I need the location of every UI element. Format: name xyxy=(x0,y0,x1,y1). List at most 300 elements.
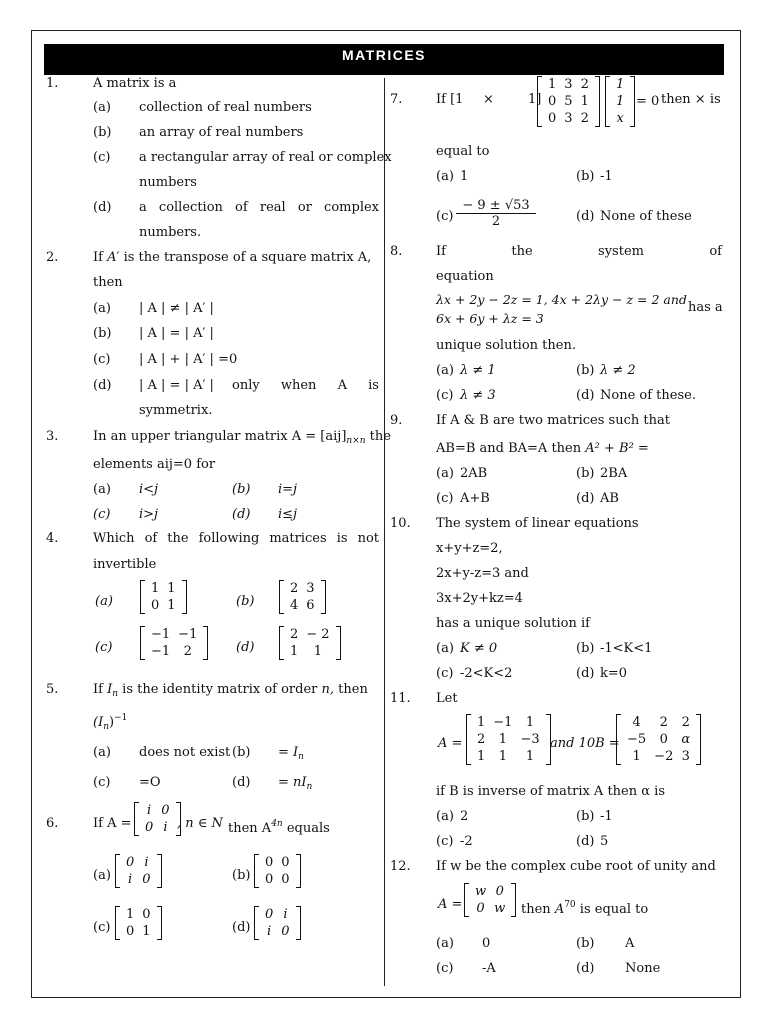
option-label: (a) xyxy=(95,594,113,609)
matrix-cell: 0 xyxy=(548,94,557,109)
question-number: 4. xyxy=(46,531,59,546)
option-text: 2AB xyxy=(460,466,488,481)
matrix-bracket-left xyxy=(537,76,542,127)
option-text: 2 xyxy=(460,809,469,824)
option-text: 2BA xyxy=(600,466,628,481)
matrix-cell: 0 xyxy=(281,924,290,939)
matrix-body xyxy=(141,802,174,836)
matrix xyxy=(616,714,701,765)
option-text: 1 xyxy=(460,169,469,184)
option-label: (b) xyxy=(576,809,595,824)
matrix-row xyxy=(612,76,628,93)
matrix-bracket-right xyxy=(336,626,341,660)
matrix-cell: 1 xyxy=(167,598,176,613)
question-stem: , n ∈ N xyxy=(177,816,223,831)
matrix-cell: 0 xyxy=(495,884,504,899)
option-label: (d) xyxy=(236,640,255,655)
option-label: (b) xyxy=(576,466,595,481)
matrix-cell: 1 xyxy=(142,924,151,939)
matrix-row xyxy=(623,748,694,765)
matrix-row xyxy=(141,819,174,836)
matrix-cell: 0 xyxy=(659,732,668,747)
matrix-cell: 2 xyxy=(290,627,299,642)
option-label: (b) xyxy=(232,868,251,883)
page-border xyxy=(31,30,741,998)
option-label: (b) xyxy=(576,641,595,656)
option-text: does not exist xyxy=(139,745,231,760)
option-text: λ ≠ 1 xyxy=(460,363,496,378)
option-label: (d) xyxy=(576,961,595,976)
option-label: (c) xyxy=(95,640,113,655)
question-stem: If $I_n$ is the identity matrix of order n, then xyxy=(93,682,368,699)
matrix xyxy=(254,906,301,940)
option-label: (a) xyxy=(93,868,111,883)
matrix xyxy=(464,883,516,917)
matrix-body xyxy=(473,714,544,765)
matrix-bracket-right xyxy=(296,854,301,888)
fraction: $\frac{- 9 \pm √53}{2}$ xyxy=(456,198,536,229)
matrix-cell: 6 xyxy=(306,598,315,613)
option-label: (b) xyxy=(576,169,595,184)
option-text: i>j xyxy=(139,507,159,522)
matrix-row xyxy=(473,731,544,748)
matrix-cell: 2 xyxy=(290,581,299,596)
matrix-cell: w xyxy=(494,901,506,916)
question-number: 1. xyxy=(46,76,59,91)
question-stem: if B is inverse of matrix A then α is xyxy=(436,784,665,799)
question-number: 9. xyxy=(390,413,403,428)
matrix-bracket-left xyxy=(279,580,284,614)
matrix-cell: 1 xyxy=(477,749,486,764)
matrix-bracket-left xyxy=(464,883,469,917)
option-text: an array of real numbers xyxy=(139,125,304,140)
option-text: -1 xyxy=(600,809,613,824)
question-stem: $(I_n)^{-1}$ xyxy=(93,713,128,732)
matrix-cell: 2 xyxy=(183,644,192,659)
option-text: only when A is xyxy=(232,378,379,393)
question-stem: If the system of xyxy=(436,244,722,259)
matrix-cell: 2 xyxy=(659,715,668,730)
matrix-row xyxy=(261,923,294,940)
matrix-cell: 0 xyxy=(126,855,135,870)
matrix-row xyxy=(122,871,155,888)
matrix-bracket-left xyxy=(115,854,120,888)
question-stem: A matrix is a xyxy=(93,76,177,91)
question-stem: invertible xyxy=(93,557,157,572)
question-stem: × xyxy=(483,92,494,107)
option-text: λ ≠ 2 xyxy=(600,363,636,378)
matrix-bracket-right xyxy=(511,883,516,917)
matrix-cell: α xyxy=(681,732,691,747)
question-stem: The system of linear equations xyxy=(436,516,639,531)
question-stem: If A & B are two matrices such that xyxy=(436,413,670,428)
option-label: (a) xyxy=(436,809,454,824)
option-label: (c) xyxy=(436,388,454,403)
matrix-row xyxy=(122,906,155,923)
matrix-cell: i xyxy=(163,820,168,835)
option-label: (d) xyxy=(576,666,595,681)
matrix-body xyxy=(286,580,319,614)
option-label: (c) xyxy=(436,491,454,506)
option-text: a rectangular array of real or complex xyxy=(139,150,392,165)
matrix-row xyxy=(471,883,509,900)
option-label: (d) xyxy=(93,200,112,215)
matrix-row xyxy=(261,871,294,888)
equation: 3x+2y+kz=4 xyxy=(436,591,523,606)
matrix xyxy=(254,854,301,888)
option-text: -A xyxy=(482,961,496,976)
option-text: | A | + | A′ | =0 xyxy=(139,352,238,367)
matrix-cell: i xyxy=(144,855,149,870)
option-label: (b) xyxy=(93,125,112,140)
matrix-bracket-left xyxy=(134,802,139,836)
matrix-cell: 3 xyxy=(564,111,573,126)
option-label: (c) xyxy=(93,920,111,935)
option-text: -1<K<1 xyxy=(600,641,653,656)
option-label: (b) xyxy=(232,745,251,760)
matrix-body xyxy=(147,626,201,660)
matrix-cell: 1 xyxy=(548,77,557,92)
matrix-cell: −2 xyxy=(654,749,674,764)
matrix-row xyxy=(141,802,174,819)
question-stem: has a xyxy=(688,300,723,315)
equation: 6x + 6y + λz = 3 xyxy=(436,311,544,326)
matrix-bracket-left xyxy=(254,906,259,940)
question-stem: In an upper triangular matrix $A = [aij]_{n\times n}$ the xyxy=(93,429,391,446)
matrix-cell: 0 xyxy=(476,901,485,916)
matrix-row xyxy=(471,900,509,917)
question-stem: Let xyxy=(436,691,458,706)
matrix-row xyxy=(544,110,593,127)
matrix-bracket-right xyxy=(321,580,326,614)
option-label: (d) xyxy=(576,388,595,403)
matrix-row xyxy=(544,76,593,93)
question-stem: 1] xyxy=(528,92,542,107)
matrix-row xyxy=(473,714,544,731)
option-label: (c) xyxy=(93,775,111,790)
matrix-cell: 3 xyxy=(306,581,315,596)
option-text: | A | = | A′ | xyxy=(139,378,214,393)
question-stem: Which of the following matrices is not xyxy=(93,531,379,546)
option-label: (c) xyxy=(93,150,111,165)
option-text: a collection of real or complex xyxy=(139,200,379,215)
question-stem: then xyxy=(93,275,123,290)
matrix-cell: 1 xyxy=(580,94,589,109)
option-label: (c) xyxy=(93,352,111,367)
option-label: (c) xyxy=(93,507,111,522)
matrix-cell: i xyxy=(128,872,133,887)
option-text: =O xyxy=(139,775,161,790)
matrix-body xyxy=(544,76,593,127)
matrix-cell: −1 xyxy=(151,644,171,659)
question-stem: and 10B = xyxy=(550,736,620,751)
matrix-cell: 1 xyxy=(616,94,625,109)
matrix-bracket-left xyxy=(140,580,145,614)
option-text: symmetrix. xyxy=(139,403,213,418)
column-divider xyxy=(384,78,385,986)
matrix-cell: 1 xyxy=(498,749,507,764)
matrix xyxy=(115,854,162,888)
matrix-cell: 1 xyxy=(126,907,135,922)
matrix-bracket-right xyxy=(696,714,701,765)
matrix-row xyxy=(286,643,334,660)
question-stem: If A = xyxy=(93,816,132,831)
matrix-cell: −1 xyxy=(493,715,513,730)
matrix-cell: 1 xyxy=(498,732,507,747)
matrix xyxy=(279,580,326,614)
matrix-cell: 1 xyxy=(167,581,176,596)
question-stem: = 0 xyxy=(636,94,660,109)
matrix-cell: 0 xyxy=(145,820,154,835)
matrix-row xyxy=(147,597,180,614)
option-label: (b) xyxy=(576,363,595,378)
matrix-cell: 0 xyxy=(265,872,274,887)
question-stem: elements aij=0 for xyxy=(93,457,216,472)
option-label: (d) xyxy=(576,834,595,849)
option-text: numbers xyxy=(139,175,197,190)
matrix-row xyxy=(122,923,155,940)
option-label: (a) xyxy=(436,466,454,481)
matrix-row xyxy=(286,597,319,614)
option-label: (d) xyxy=(232,920,251,935)
matrix-cell: − 2 xyxy=(306,627,330,642)
matrix-bracket-right xyxy=(296,906,301,940)
matrix-cell: 4 xyxy=(290,598,299,613)
question-number: 8. xyxy=(390,244,403,259)
matrix-cell: 0 xyxy=(265,855,274,870)
matrix-cell: −1 xyxy=(178,627,198,642)
option-text: | A | = | A′ | xyxy=(139,326,214,341)
option-label: (a) xyxy=(93,745,111,760)
question-stem: then $A^{4n}$ equals xyxy=(228,819,330,836)
question-number: 3. xyxy=(46,429,59,444)
matrix-cell: 0 xyxy=(548,111,557,126)
matrix-row xyxy=(147,626,201,643)
matrix-cell: 0 xyxy=(151,598,160,613)
matrix xyxy=(537,76,600,127)
option-text: AB xyxy=(600,491,619,506)
matrix-cell: 0 xyxy=(281,872,290,887)
option-text: = $nI_n$ xyxy=(278,775,313,792)
matrix-cell: 0 xyxy=(126,924,135,939)
matrix-cell: 1 xyxy=(313,644,323,659)
matrix-row xyxy=(544,93,593,110)
matrix-bracket-right xyxy=(595,76,600,127)
question-number: 12. xyxy=(390,859,411,874)
matrix-body xyxy=(261,906,294,940)
option-label: (a) xyxy=(93,100,111,115)
matrix-cell: 1 xyxy=(151,581,160,596)
question-number: 6. xyxy=(46,816,59,831)
matrix-body xyxy=(122,906,155,940)
option-label: (d) xyxy=(232,507,251,522)
equation: 2x+y-z=3 and xyxy=(436,566,529,581)
option-label: (d) xyxy=(93,378,112,393)
matrix-cell: 0 xyxy=(281,855,290,870)
matrix-row xyxy=(612,110,628,127)
matrix-cell: w xyxy=(475,884,487,899)
matrix xyxy=(134,802,181,836)
option-text: numbers. xyxy=(139,225,202,240)
matrix-cell: i xyxy=(147,803,152,818)
option-label: (a) xyxy=(436,363,454,378)
matrix-body xyxy=(147,580,180,614)
matrix-bracket-right xyxy=(157,906,162,940)
matrix xyxy=(605,76,635,127)
matrix-cell: i xyxy=(267,924,272,939)
matrix-cell: −5 xyxy=(627,732,647,747)
matrix-cell: 1 xyxy=(290,644,299,659)
option-text: 0 xyxy=(482,936,491,951)
question-number: 7. xyxy=(390,92,403,107)
option-text: i≤j xyxy=(278,507,298,522)
option-text: collection of real numbers xyxy=(139,100,312,115)
option-label: (a) xyxy=(93,301,111,316)
matrix-bracket-right xyxy=(182,580,187,614)
matrix-cell: −3 xyxy=(520,732,540,747)
question-stem: AB=B and BA=A then A² + B² = xyxy=(436,441,649,456)
matrix-row xyxy=(147,580,180,597)
page-title: MATRICES xyxy=(44,44,724,75)
option-text: A+B xyxy=(460,491,490,506)
matrix-bracket-left xyxy=(140,626,145,660)
question-stem: If [1 xyxy=(436,92,464,107)
matrix xyxy=(140,626,208,660)
matrix-row xyxy=(261,854,294,871)
equation: λx + 2y − 2z = 1, 4x + 2λy − z = 2 and xyxy=(436,292,687,307)
matrix-body xyxy=(122,854,155,888)
option-text: -2 xyxy=(460,834,473,849)
matrix-body xyxy=(471,883,509,917)
matrix xyxy=(115,906,162,940)
matrix xyxy=(466,714,551,765)
matrix xyxy=(279,626,341,660)
option-text: i=j xyxy=(278,482,298,497)
question-stem: If A′ is the transpose of a square matrix A, xyxy=(93,250,372,265)
matrix-body xyxy=(261,854,294,888)
matrix-bracket-left xyxy=(279,626,284,660)
matrix xyxy=(140,580,187,614)
question-stem: equation xyxy=(436,269,494,284)
matrix-bracket-left xyxy=(466,714,471,765)
option-label: (b) xyxy=(232,482,251,497)
option-label: (d) xyxy=(576,491,595,506)
question-stem: If w be the complex cube root of unity and xyxy=(436,859,716,874)
matrix-row xyxy=(286,580,319,597)
matrix-cell: x xyxy=(616,111,624,126)
matrix-bracket-left xyxy=(115,906,120,940)
option-text: -1 xyxy=(600,169,613,184)
matrix-bracket-right xyxy=(203,626,208,660)
matrix-cell: 5 xyxy=(564,94,573,109)
matrix-row xyxy=(261,906,294,923)
option-text: | A | ≠ | A′ | xyxy=(139,301,214,316)
option-label: (a) xyxy=(93,482,111,497)
question-stem: unique solution then. xyxy=(436,338,576,353)
option-label: (d) xyxy=(232,775,251,790)
option-text: None of these. xyxy=(600,388,696,403)
option-text: λ ≠ 3 xyxy=(460,388,496,403)
question-stem: then × is xyxy=(661,92,721,107)
option-label: (a) xyxy=(436,641,454,656)
question-stem: then $A^{70}$ is equal to xyxy=(521,900,649,917)
matrix-cell: 0 xyxy=(161,803,170,818)
matrix-cell: 3 xyxy=(681,749,690,764)
matrix-cell: 0 xyxy=(265,907,274,922)
matrix-cell: 2 xyxy=(580,111,589,126)
option-text: 5 xyxy=(600,834,609,849)
question-stem: A = xyxy=(438,736,463,751)
option-text: -2<K<2 xyxy=(460,666,513,681)
option-text: = $I_n$ xyxy=(278,745,304,762)
matrix-row xyxy=(612,93,628,110)
option-label: (b) xyxy=(576,936,595,951)
question-stem: A = xyxy=(438,897,463,912)
option-label: (c) xyxy=(436,834,454,849)
option-label: (a) xyxy=(436,169,454,184)
matrix-cell: 2 xyxy=(477,732,486,747)
question-number: 10. xyxy=(390,516,411,531)
matrix-cell: 1 xyxy=(616,77,625,92)
matrix-row xyxy=(286,626,334,643)
matrix-bracket-left xyxy=(616,714,621,765)
matrix-body xyxy=(612,76,628,127)
matrix-bracket-left xyxy=(254,854,259,888)
question-stem: equal to xyxy=(436,144,490,159)
matrix-cell: −1 xyxy=(151,627,171,642)
option-text: None of these xyxy=(600,209,692,224)
matrix-cell: 2 xyxy=(681,715,690,730)
matrix-row xyxy=(623,714,694,731)
matrix-body xyxy=(623,714,694,765)
equation: x+y+z=2, xyxy=(436,541,503,556)
option-label: (c) xyxy=(436,666,454,681)
matrix-bracket-right xyxy=(630,76,635,127)
option-text: A xyxy=(625,936,635,951)
option-text: K ≠ 0 xyxy=(460,641,498,656)
matrix-row xyxy=(623,731,694,748)
question-number: 5. xyxy=(46,682,59,697)
option-text: i<j xyxy=(139,482,159,497)
matrix-row xyxy=(147,643,201,660)
option-label: (b) xyxy=(93,326,112,341)
matrix-cell: 0 xyxy=(142,872,151,887)
matrix-cell: 4 xyxy=(632,715,641,730)
question-stem: has a unique solution if xyxy=(436,616,590,631)
matrix-cell: 3 xyxy=(564,77,573,92)
matrix-bracket-right xyxy=(157,854,162,888)
option-label: (c) xyxy=(436,961,454,976)
option-text: None xyxy=(625,961,661,976)
question-number: 2. xyxy=(46,250,59,265)
option-label: (d) xyxy=(576,209,595,224)
matrix-cell: 0 xyxy=(142,907,151,922)
matrix-cell: i xyxy=(283,907,288,922)
matrix-cell: 2 xyxy=(580,77,589,92)
matrix-cell: 1 xyxy=(477,715,486,730)
option-label: (c) xyxy=(436,209,454,224)
matrix-body xyxy=(286,626,334,660)
option-text: k=0 xyxy=(600,666,628,681)
matrix-row xyxy=(473,748,544,765)
matrix-bracket-left xyxy=(605,76,610,127)
question-number: 11. xyxy=(390,691,411,706)
matrix-cell: 1 xyxy=(525,749,535,764)
option-label: (a) xyxy=(436,936,454,951)
matrix-row xyxy=(122,854,155,871)
matrix-cell: 1 xyxy=(632,749,641,764)
matrix-cell: 1 xyxy=(525,715,535,730)
